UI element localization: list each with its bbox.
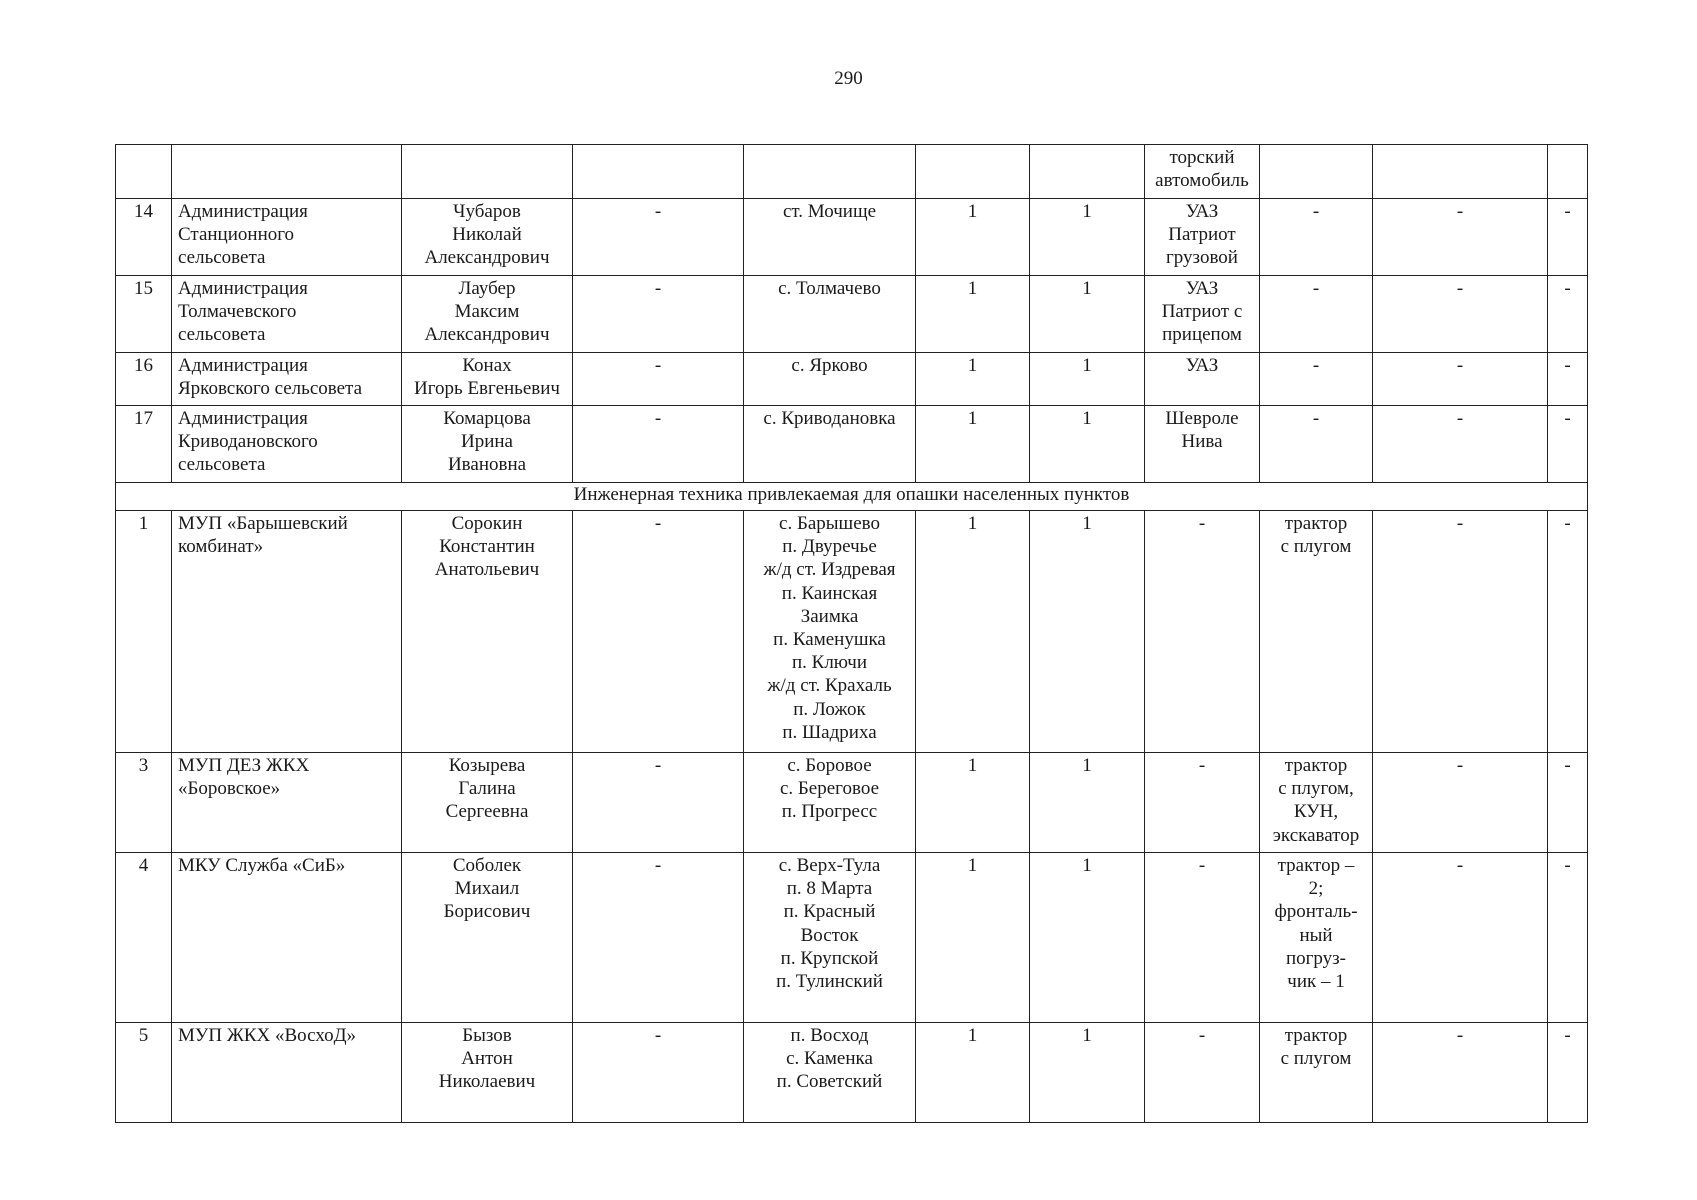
cell-col11: - [1548,406,1588,483]
cell-col11: - [1548,353,1588,406]
text-line: Сергеевна [445,801,529,823]
text-line: п. Тулинский [776,971,883,993]
text-line: Лаубер [458,278,516,299]
text-line: Администрация [178,408,308,429]
cell-org [172,353,402,406]
cell-place [744,853,916,1023]
text-line: Ивановна [447,454,527,476]
text-line: с плугом [1280,1048,1352,1070]
text-line: п. Красный [783,901,876,923]
text-line: Николаевич [438,1071,536,1093]
text-line: - [1198,1025,1206,1046]
text-line: трактор [1284,755,1348,776]
cell-org [172,276,402,353]
cell-place [744,276,916,353]
cell-num [116,145,172,199]
text-line: Криводановского [178,431,318,453]
text-line: Николай [452,224,522,246]
table-row [116,406,1588,483]
text-line: п. Шадриха [782,721,877,743]
cell-vehicle [1145,406,1260,483]
cell-col9: - [1260,276,1373,353]
text-line: Максим [454,301,520,323]
text-line: 2; [1308,878,1324,900]
cell-col4: - [573,199,744,276]
text-line: автомобиль [1155,170,1249,192]
text-line: МУП ДЕЗ ЖКХ [178,755,310,776]
cell-col10: - [1373,199,1548,276]
text-line: трактор [1284,513,1348,534]
cell-col10: - [1373,853,1548,1023]
text-line: погруз- [1285,947,1347,969]
cell-num: 3 [116,753,172,853]
table-row [116,511,1588,753]
cell-col10: - [1373,276,1548,353]
text-line: Толмачевского [178,301,297,323]
cell-vehicle [1145,353,1260,406]
text-line: ж/д ст. Издревая [763,559,896,581]
table-row [116,1023,1588,1123]
text-line: МУП ЖКХ «ВосхоД» [178,1025,357,1046]
text-line: чик – 1 [1287,971,1345,993]
cell-org [172,406,402,483]
text-line: ж/д ст. Крахаль [767,675,892,697]
text-line: Шевроле [1165,408,1239,429]
cell-org [172,199,402,276]
text-line: Борисович [443,901,531,923]
text-line: п. Прогресс [781,801,878,823]
cell-head [402,145,573,199]
cell-vehicle [1145,853,1260,1023]
cell-col7: 1 [1030,199,1145,276]
cell-org [172,511,402,753]
cell-org [172,1023,402,1123]
text-line: Александрович [424,247,550,269]
cell-col9: - [1260,199,1373,276]
text-line: грузовой [1166,247,1238,269]
text-line: УАЗ [1185,355,1219,376]
cell-col10: - [1373,753,1548,853]
cell-col6 [916,145,1030,199]
cell-col6: 1 [916,199,1030,276]
cell-col7: 1 [1030,276,1145,353]
cell-col4: - [573,1023,744,1123]
cell-col6: 1 [916,753,1030,853]
text-line: «Боровское» [178,778,281,800]
cell-col4: - [573,353,744,406]
text-line: с. Криводановка [763,408,896,429]
text-line: ст. Мочище [782,201,877,222]
table-body [116,145,1588,1123]
cell-num: 4 [116,853,172,1023]
text-line: МКУ Служба «СиБ» [178,855,346,876]
text-line: Александрович [424,324,550,346]
cell-col11: - [1548,199,1588,276]
text-line: сельсовета [178,247,266,269]
text-line: - [1198,513,1206,534]
cell-num: 1 [116,511,172,753]
text-line: торский [1169,147,1235,168]
text-line: комбинат» [178,536,264,558]
cell-col7: 1 [1030,853,1145,1023]
text-line: Конах [462,355,512,376]
cell-col4: - [573,276,744,353]
text-line: с. Каменка [786,1048,873,1070]
text-line: трактор – [1277,855,1355,876]
cell-head [402,276,573,353]
text-line: сельсовета [178,454,266,476]
cell-col6: 1 [916,853,1030,1023]
cell-col4: - [573,511,744,753]
cell-vehicle [1145,199,1260,276]
text-line: с. Толмачево [778,278,881,299]
text-line: п. Крупской [780,947,879,969]
text-line: экскаватор [1272,824,1360,846]
section-title: Инженерная техника привлекаемая для опашки населенных пунктов [116,483,1588,511]
text-line: УАЗ [1185,201,1219,222]
text-line: прицепом [1162,324,1242,346]
cell-col10: - [1373,353,1548,406]
text-line: Анатольевич [434,559,540,581]
cell-col6: 1 [916,511,1030,753]
cell-vehicle [1145,753,1260,853]
cell-org [172,145,402,199]
text-line: сельсовета [178,324,266,346]
cell-col7: 1 [1030,511,1145,753]
cell-num: 14 [116,199,172,276]
cell-col10: - [1373,511,1548,753]
text-line: Сорокин [451,513,523,534]
text-line: КУН, [1293,801,1339,823]
text-line: с плугом [1280,536,1352,558]
text-line: с. Верх-Тула [778,855,881,876]
cell-vehicle [1145,145,1260,199]
cell-col10: - [1373,1023,1548,1123]
text-line: Галина [458,778,516,800]
cell-equipment [1260,1023,1373,1123]
cell-head [402,853,573,1023]
cell-org [172,853,402,1023]
cell-col11: - [1548,1023,1588,1123]
cell-col11: - [1548,276,1588,353]
text-line: п. Ложок [793,698,866,720]
cell-col9 [1260,145,1373,199]
cell-num: 16 [116,353,172,406]
text-line: с. Береговое [779,778,880,800]
text-line: с. Барышево [779,513,880,534]
cell-place [744,145,916,199]
cell-head [402,406,573,483]
text-line: Бызов [462,1025,512,1046]
text-line: Администрация [178,355,308,376]
text-line: п. Советский [776,1071,883,1093]
text-line: с плугом, [1278,778,1354,800]
text-line: п. Восход [790,1025,869,1046]
cell-equipment [1260,853,1373,1023]
cell-col9: - [1260,406,1373,483]
text-line: - [1198,855,1206,876]
cell-vehicle [1145,276,1260,353]
text-line: Ярковского сельсовета [178,378,363,400]
text-line: трактор [1284,1025,1348,1046]
cell-head [402,199,573,276]
section-row [116,483,1588,511]
cell-col11: - [1548,753,1588,853]
text-line: УАЗ [1185,278,1219,299]
cell-col4: - [573,406,744,483]
cell-equipment [1260,511,1373,753]
text-line: Патриот [1168,224,1236,246]
table-row [116,276,1588,353]
text-line: с. Ярково [791,355,868,376]
cell-col7: 1 [1030,406,1145,483]
text-line: Администрация [178,278,308,299]
text-line: п. Двуречье [782,536,877,558]
text-line: Администрация [178,201,308,222]
cell-place [744,511,916,753]
vehicle-allocation-table [115,144,1588,1123]
text-line: Заимка [800,605,859,627]
cell-num: 15 [116,276,172,353]
cell-head [402,511,573,753]
text-line: п. Ключи [791,652,868,674]
cell-place [744,199,916,276]
text-line: Чубаров [453,201,521,222]
cell-col6: 1 [916,406,1030,483]
cell-place [744,353,916,406]
cell-col4: - [573,853,744,1023]
text-line: Игорь Евгеньевич [414,378,560,400]
text-line: Соболек [452,855,522,876]
text-line: Восток [800,924,859,946]
text-line: п. Каменушка [773,629,886,651]
table-row [116,353,1588,406]
cell-col6: 1 [916,1023,1030,1123]
cell-head [402,353,573,406]
cell-place [744,406,916,483]
cell-head [402,753,573,853]
cell-num: 17 [116,406,172,483]
table-row [116,753,1588,853]
cell-place [744,753,916,853]
cell-col11 [1548,145,1588,199]
cell-col9: - [1260,353,1373,406]
cell-vehicle [1145,1023,1260,1123]
text-line: с. Боровое [787,755,872,776]
cell-col11: - [1548,511,1588,753]
cell-equipment [1260,753,1373,853]
cell-col4: - [573,753,744,853]
cell-col7: 1 [1030,1023,1145,1123]
table-row [116,199,1588,276]
text-line: п. Каинская [781,582,878,604]
page-number: 290 [834,68,863,89]
cell-col10 [1373,145,1548,199]
text-line: Ирина [461,431,513,453]
text-line: Козырева [448,755,526,776]
cell-vehicle [1145,511,1260,753]
cell-num: 5 [116,1023,172,1123]
cell-col10: - [1373,406,1548,483]
text-line: п. 8 Марта [786,878,873,900]
text-line: Константин [439,536,535,558]
text-line: фронталь- [1274,901,1358,923]
table-row-continuation [116,145,1588,199]
cell-org [172,753,402,853]
cell-col7 [1030,145,1145,199]
text-line: Патриот с [1161,301,1243,323]
cell-place [744,1023,916,1123]
text-line: ный [1299,924,1333,946]
table-row [116,853,1588,1023]
cell-col4 [573,145,744,199]
text-line: Комарцова [443,408,531,429]
text-line: Михаил [454,878,520,900]
text-line: Нива [1181,431,1223,453]
cell-col6: 1 [916,353,1030,406]
cell-col7: 1 [1030,753,1145,853]
text-line: Станционного [178,224,295,246]
cell-head [402,1023,573,1123]
text-line: МУП «Барышевский [178,513,348,534]
cell-col7: 1 [1030,353,1145,406]
cell-col11: - [1548,853,1588,1023]
text-line: Антон [461,1048,513,1070]
text-line: - [1198,755,1206,776]
cell-col6: 1 [916,276,1030,353]
